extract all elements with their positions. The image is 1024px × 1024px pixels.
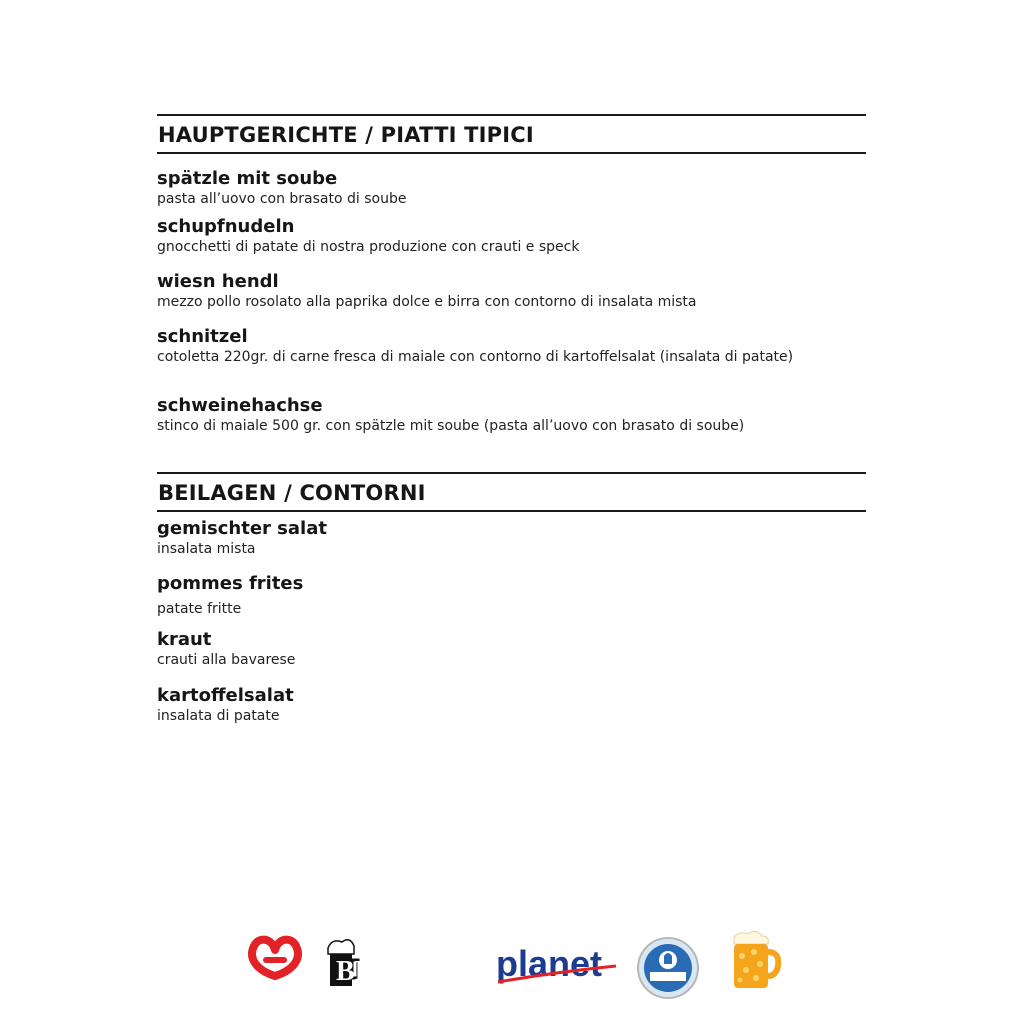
beermania-initial: BEERMÀNIA xyxy=(336,956,511,987)
item-description: gnocchetti di patate di nostra produzione con crauti e speck xyxy=(157,239,580,255)
item-description: pasta all’uovo con brasato di soube xyxy=(157,191,407,207)
item-name: kartoffelsalat xyxy=(157,685,294,706)
beermania-logo xyxy=(324,934,511,990)
menu-item xyxy=(157,629,857,670)
item-description: insalata di patate xyxy=(157,708,280,724)
menu-item xyxy=(157,216,857,257)
section-bottom-rule xyxy=(157,152,866,154)
menu-item xyxy=(157,326,797,367)
item-description: cotoletta 220gr. di carne fresca di maiale con contorno di kartoffelsalat (insalata di patate) xyxy=(157,349,794,365)
menu-item xyxy=(157,518,857,559)
pretzel-logo-icon xyxy=(246,930,304,982)
menu-item xyxy=(157,685,857,726)
section-title: HAUPTGERICHTE / PIATTI TIPICI xyxy=(158,123,534,147)
planet-logo xyxy=(494,944,620,988)
planet-wordmark: planet xyxy=(496,943,603,984)
menu-item xyxy=(157,271,857,312)
item-description: mezzo pollo rosolato alla paprika dolce e birra con contorno di insalata mista xyxy=(157,294,697,310)
item-name: pommes frites xyxy=(157,573,304,594)
menu-item xyxy=(157,573,857,619)
item-description: stinco di maiale 500 gr. con spätzle mit soube (pasta all’uovo con brasato di soube) xyxy=(157,418,745,434)
menu-item xyxy=(157,168,857,209)
item-name: kraut xyxy=(157,629,212,650)
lowenbrau-badge-logo xyxy=(636,936,700,1000)
item-name: schupfnudeln xyxy=(157,216,295,237)
item-description: patate fritte xyxy=(157,601,242,617)
section-main-dishes xyxy=(157,114,866,154)
beer-mug-icon xyxy=(720,928,782,994)
item-name: spätzle mit soube xyxy=(157,168,338,189)
section-side-dishes xyxy=(157,472,866,512)
section-bottom-rule xyxy=(157,510,866,512)
item-name: schweinehachse xyxy=(157,395,323,416)
sponsor-logos xyxy=(0,926,1024,1006)
item-description: crauti alla bavarese xyxy=(157,652,296,668)
item-name: schnitzel xyxy=(157,326,248,347)
section-title: BEILAGEN / CONTORNI xyxy=(158,481,426,505)
item-description: insalata mista xyxy=(157,541,256,557)
item-name: gemischter salat xyxy=(157,518,327,539)
item-name: wiesn hendl xyxy=(157,271,279,292)
menu-item xyxy=(157,395,857,436)
